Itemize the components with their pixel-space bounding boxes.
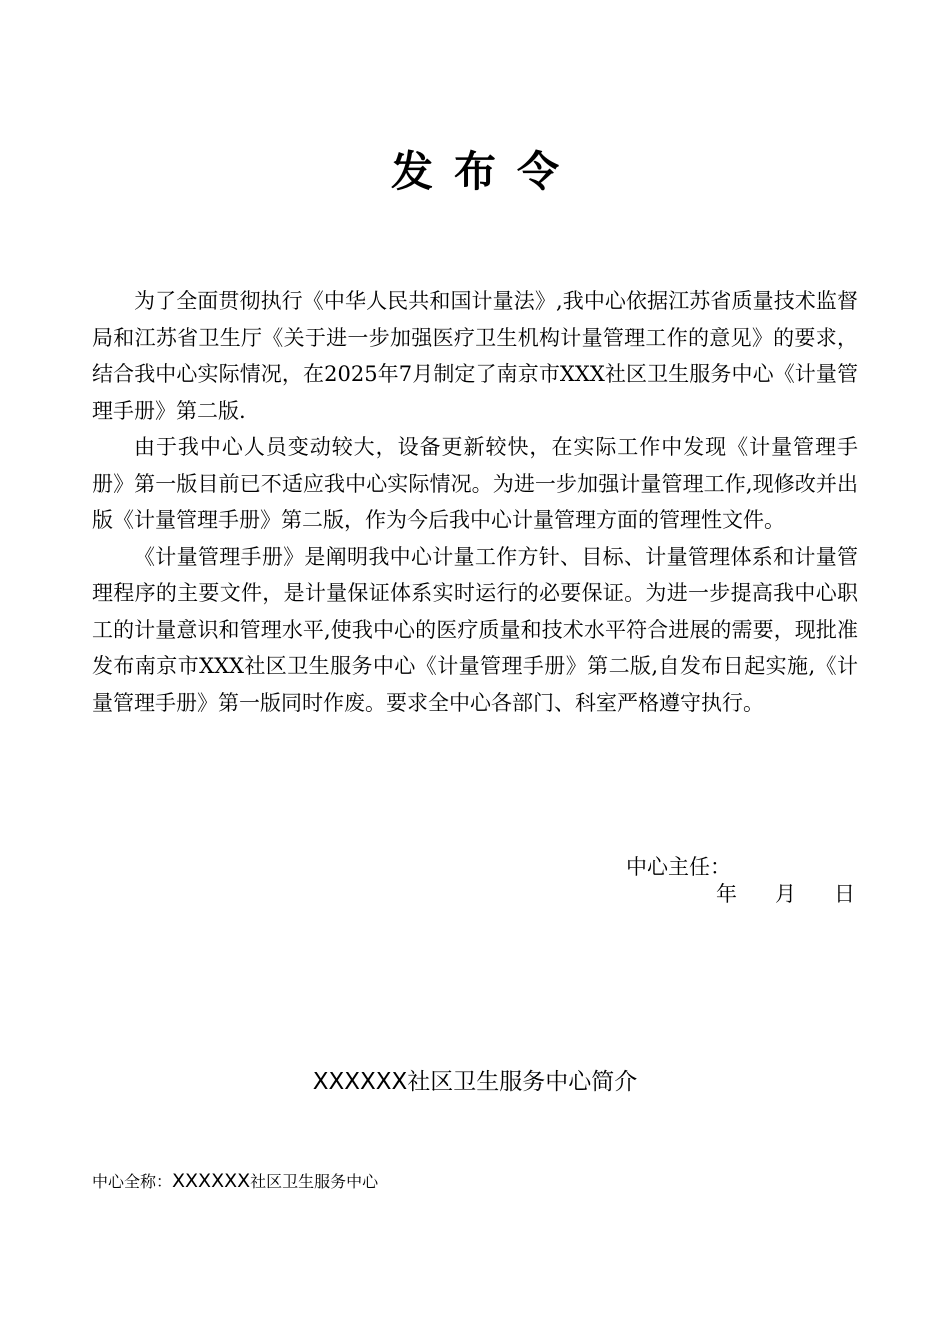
signature-label: 中心主任： xyxy=(626,855,731,879)
fullname-label: 中心全称： xyxy=(92,1172,173,1191)
date-month: 月 xyxy=(775,882,796,906)
paragraph-2: 由于我中心人员变动较大，设备更新较快，在实际工作中发现《计量管理手册》第一版目前已不适应我中心实际情况。为进一步加强计量管理工作,现修改并出版《计量管理手册》第二版，作为今后我中心计量管理方面的管理性文件。 xyxy=(92,435,858,532)
page-title: 发布令 xyxy=(390,147,580,196)
paragraph-3: 《计量管理手册》是阐明我中心计量工作方针、目标、计量管理体系和计量管理程序的主要文件，是计量保证体系实时运行的必要保证。为进一步提高我中心职工的计量意识和管理水平,使我中心的医疗质量和技术水平符合进展的需要，现批准发布南京市XXX社区卫生服务中心《计量管理手册》第二版,自发布日起实施,《计量管理手册》第一版同时作废。要求全中心各部门、科室严格遵守执行。 xyxy=(92,544,858,715)
document-body xyxy=(92,283,858,721)
center-fullname xyxy=(92,1168,378,1195)
fullname-code: XXXXXX xyxy=(172,1170,251,1192)
fullname-suffix: 社区卫生服务中心 xyxy=(250,1172,379,1191)
intro-title: XXXXXX社区卫生服务中心简介 xyxy=(312,1069,638,1095)
signature-date xyxy=(716,880,855,908)
paragraph-1: 为了全面贯彻执行《中华人民共和国计量法》,我中心依据江苏省质量技术监督局和江苏省卫生厅《关于进一步加强医疗卫生机构计量管理工作的意见》的要求，结合我中心实际情况，在2025年7月制定了南京市XXX社区卫生服务中心《计量管理手册》第二版. xyxy=(92,289,858,423)
date-day: 日 xyxy=(834,882,855,906)
date-year: 年 xyxy=(716,882,737,906)
